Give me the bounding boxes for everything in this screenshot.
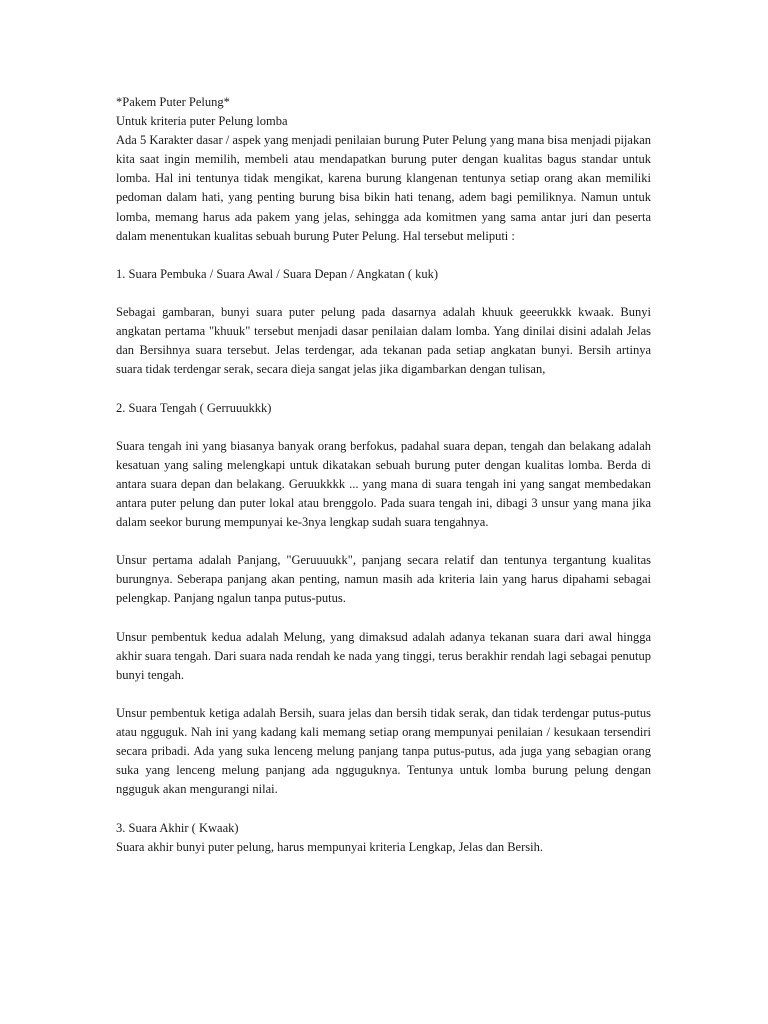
section-2-unsur-3: Unsur pembentuk ketiga adalah Bersih, suara jelas dan bersih tidak serak, dan tidak terdengar putus-putus atau ngguguk. Nah ini yang kadang kali memang setiap orang mempunyai penilaian / kesukaan tersendiri secara pribadi. Ada yang suka lenceng melung panjang tanpa putus-putus, ada juga yang sebagian orang suka yang lenceng melung panjang ada ngguguknya. Tentunya untuk lomba burung pelung dengan ngguguk akan mengurangi nilai. — [116, 706, 651, 797]
paragraph-spacer — [116, 284, 651, 303]
paragraph-spacer — [116, 379, 651, 398]
section-1-body: Sebagai gambaran, bunyi suara puter pelung pada dasarnya adalah khuuk geeerukkk kwaak. Bunyi angkatan pertama "khuuk" tersebut menjadi dasar penilaian dalam lomba. Yang dinilai disini adalah Jelas dan Bersihnya suara tersebut. Jelas terdengar, ada tekanan pada setiap angkatan bunyi. Bersih artinya suara tidak terdengar serak, secara dieja sangat jelas jika digambarkan dengan tulisan, — [116, 305, 651, 377]
paragraph-spacer — [116, 246, 651, 265]
section-2-body: Suara tengah ini yang biasanya banyak orang berfokus, padahal suara depan, tengah dan belakang adalah kesatuan yang saling melengkapi untuk dikatakan sebuah burung puter dengan kualitas lomba. Berda di antara suara depan dan belakang. Geruukkkk ... yang mana di suara tengah ini yang sangat membedakan antara puter pelung dan puter lokal atau brenggolo. Pada suara tengah ini, dibagi 3 unsur yang mana jika dalam seekor burung mempunyai ke-3nya lengkap sudah suara tengahnya. — [116, 438, 651, 530]
document-subtitle: Untuk kriteria puter Pelung lomba — [116, 114, 288, 129]
section-2-unsur-2: Unsur pembentuk kedua adalah Melung, yang dimaksud adalah adanya tekanan suara dari awal hingga akhir suara tengah. Dari suara nada rendah ke nada yang tinggi, terus berakhir rendah lagi sebagai penutup bunyi tengah. — [116, 629, 651, 682]
paragraph-spacer — [116, 609, 651, 628]
intro-paragraph: Ada 5 Karakter dasar / aspek yang menjadi penilaian burung Puter Pelung yang mana bisa menjadi pijakan kita saat ingin memilih, membeli atau mendapatkan burung puter dengan kualitas bagus standar untuk lomba. Hal ini tentunya tidak mengikat, karena burung klangenan tentunya setiap orang akan memiliki pedoman dalam hati, yang penting burung bisa bikin hati tenang, adem bagi pemiliknya. Namun untuk lomba, memang harus ada pakem yang jelas, sehingga ada komitmen yang sama antar juri dan peserta dalam menentukan kualitas sebuah burung Puter Pelung. Hal tersebut meliputi : — [116, 133, 651, 243]
paragraph-spacer — [116, 418, 651, 437]
section-3-body: Suara akhir bunyi puter pelung, harus mempunyai kriteria Lengkap, Jelas dan Bersih. — [116, 839, 543, 854]
section-1-heading: 1. Suara Pembuka / Suara Awal / Suara Depan / Angkatan ( kuk) — [116, 266, 439, 281]
paragraph-spacer — [116, 532, 651, 551]
paragraph-spacer — [116, 799, 651, 818]
section-2-unsur-1: Unsur pertama adalah Panjang, "Geruuuukk", panjang secara relatif dan tentunya tergantung kualitas burungnya. Seberapa panjang akan penting, namun masih ada kriteria lain yang harus dipahami sebagai pelengkap. Panjang ngalun tanpa putus-putus. — [116, 553, 651, 606]
document-page — [116, 93, 651, 857]
section-2-heading: 2. Suara Tengah ( Gerruuukkk) — [116, 400, 272, 415]
paragraph-spacer — [116, 685, 651, 704]
document-title: *Pakem Puter Pelung* — [116, 95, 230, 109]
section-3-heading: 3. Suara Akhir ( Kwaak) — [116, 820, 239, 835]
